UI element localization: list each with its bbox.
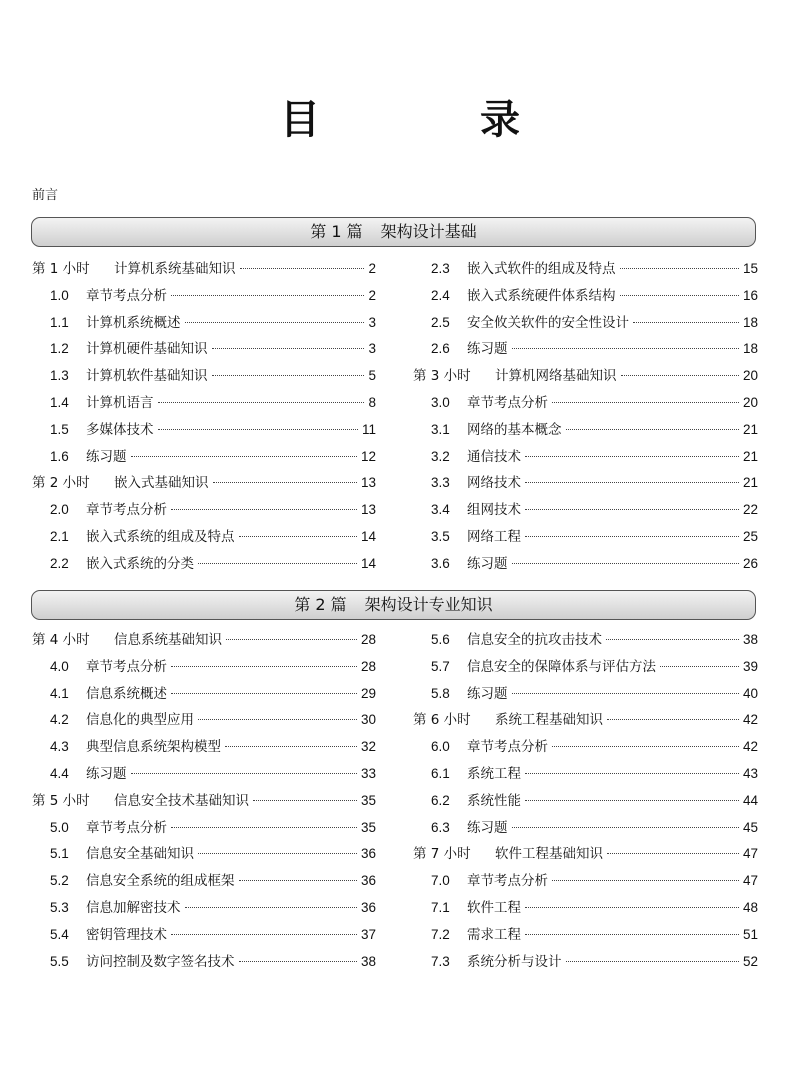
part-1-right-column [413, 257, 758, 579]
entry-title: 练习题 [467, 685, 508, 702]
dot-leader [131, 456, 357, 457]
section-number: 1.1 [50, 314, 69, 330]
section-number: 4.1 [50, 685, 69, 701]
page-number: 37 [360, 926, 376, 942]
page-number: 39 [742, 658, 758, 674]
page-number: 32 [360, 739, 376, 755]
section-number: 1.2 [50, 341, 69, 357]
section-number: 3.0 [431, 394, 450, 410]
toc-section-entry[interactable] [32, 498, 376, 525]
section-number: 2.4 [431, 287, 450, 303]
section-number: 6.0 [431, 739, 450, 755]
chapter-number: 第 5 小时 [32, 792, 90, 809]
entry-title: 计算机系统概述 [86, 314, 181, 331]
entry-title: 计算机软件基础知识 [86, 368, 208, 385]
page-title: 目 录 [280, 96, 580, 143]
section-number: 3.2 [431, 448, 450, 464]
toc-section-entry[interactable] [32, 418, 376, 445]
entry-title: 练习题 [467, 341, 508, 358]
section-number: 6.2 [431, 792, 450, 808]
chapter-number: 第 7 小时 [413, 846, 471, 863]
toc-chapter-entry[interactable] [32, 471, 376, 498]
entry-title: 计算机语言 [86, 394, 154, 411]
entry-title: 软件工程基础知识 [495, 846, 603, 863]
entry-title: 章节考点分析 [86, 819, 167, 836]
preface-entry[interactable]: 前言 [32, 188, 59, 203]
entry-title: 网络工程 [467, 528, 521, 545]
page-number: 28 [360, 658, 376, 674]
section-number: 1.5 [50, 421, 69, 437]
toc-section-entry[interactable] [413, 284, 758, 311]
toc-section-entry[interactable] [32, 391, 376, 418]
page-number: 3 [368, 341, 376, 357]
section-number: 5.8 [431, 685, 450, 701]
toc-section-entry[interactable] [413, 655, 758, 682]
dot-leader [171, 295, 364, 296]
dot-leader [512, 827, 739, 828]
toc-section-entry[interactable] [32, 364, 376, 391]
toc-section-entry[interactable] [413, 337, 758, 364]
page-number: 2 [368, 261, 376, 276]
toc-section-entry[interactable] [32, 311, 376, 338]
section-number: 4.2 [50, 712, 69, 728]
entry-title: 嵌入式系统硬件体系结构 [467, 287, 616, 304]
dot-leader [185, 322, 365, 323]
toc-section-entry[interactable] [32, 337, 376, 364]
page-number: 3 [368, 314, 376, 330]
toc-section-entry[interactable] [413, 257, 758, 284]
page-number: 30 [360, 712, 376, 728]
page-number: 13 [360, 502, 376, 518]
page-number: 38 [360, 953, 376, 969]
page-number: 25 [742, 528, 758, 544]
entry-title: 计算机网络基础知识 [495, 368, 617, 385]
toc-section-entry[interactable] [32, 445, 376, 472]
entry-title: 典型信息系统架构模型 [86, 739, 221, 756]
entry-title: 练习题 [467, 819, 508, 836]
toc-section-entry[interactable] [32, 682, 376, 709]
page-number: 11 [361, 421, 376, 437]
page-number: 5 [368, 368, 376, 384]
entry-title: 嵌入式系统的分类 [86, 555, 194, 572]
page-number: 42 [742, 739, 758, 755]
dot-leader [185, 907, 357, 908]
dot-leader [525, 800, 739, 801]
entry-title: 信息系统基础知识 [114, 632, 222, 648]
page-number: 47 [742, 873, 758, 889]
toc-section-entry[interactable] [413, 789, 758, 816]
page-number: 51 [742, 926, 758, 942]
page-number: 14 [360, 555, 376, 571]
page-number: 18 [742, 341, 758, 357]
toc-chapter-entry[interactable] [413, 708, 758, 735]
toc-section-entry[interactable] [413, 869, 758, 896]
page-number: 35 [360, 819, 376, 835]
page-number: 15 [742, 261, 758, 276]
page-number: 35 [360, 792, 376, 808]
page-number: 36 [360, 873, 376, 889]
entry-title: 访问控制及数字签名技术 [86, 953, 235, 970]
toc-section-entry[interactable] [32, 762, 376, 789]
part-1-banner[interactable] [31, 217, 756, 247]
dot-leader [512, 693, 739, 694]
section-number: 2.0 [50, 502, 69, 518]
dot-leader [171, 934, 357, 935]
section-number: 7.2 [431, 926, 450, 942]
entry-title: 计算机系统基础知识 [114, 261, 236, 277]
toc-section-entry[interactable] [32, 655, 376, 682]
entry-title: 系统分析与设计 [467, 953, 562, 970]
section-number: 5.6 [431, 632, 450, 647]
entry-title: 网络的基本概念 [467, 421, 562, 438]
dot-leader [171, 666, 357, 667]
section-number: 2.1 [50, 528, 69, 544]
entry-title: 多媒体技术 [86, 421, 154, 438]
toc-section-entry[interactable] [413, 628, 758, 655]
toc-section-entry[interactable] [32, 284, 376, 311]
entry-title: 章节考点分析 [86, 287, 167, 304]
page-number: 20 [742, 368, 758, 384]
page-number: 47 [742, 846, 758, 862]
dot-leader [512, 563, 739, 564]
section-number: 2.6 [431, 341, 450, 357]
entry-title: 信息安全的保障体系与评估方法 [467, 658, 656, 675]
entry-title: 信息化的典型应用 [86, 712, 194, 729]
dot-leader [552, 746, 739, 747]
page-number: 44 [742, 792, 758, 808]
toc-section-entry[interactable] [32, 869, 376, 896]
dot-leader [525, 934, 739, 935]
page-number: 28 [360, 632, 376, 647]
part-2-banner[interactable] [31, 590, 756, 620]
dot-leader [240, 268, 365, 269]
dot-leader [226, 639, 357, 640]
dot-leader [552, 880, 739, 881]
dot-leader [525, 456, 739, 457]
page-number: 36 [360, 846, 376, 862]
dot-leader [239, 536, 357, 537]
entry-title: 嵌入式软件的组成及特点 [467, 261, 616, 277]
dot-leader [633, 322, 739, 323]
chapter-number: 第 4 小时 [32, 632, 90, 648]
page-number: 40 [742, 685, 758, 701]
page-number: 8 [368, 394, 376, 410]
section-number: 3.3 [431, 475, 450, 491]
entry-title: 需求工程 [467, 926, 521, 943]
section-number: 2.3 [431, 261, 450, 276]
page-number: 52 [742, 953, 758, 969]
section-number: 2.5 [431, 314, 450, 330]
toc-section-entry[interactable] [32, 816, 376, 843]
dot-leader [212, 348, 365, 349]
entry-title: 章节考点分析 [467, 739, 548, 756]
toc-section-entry[interactable] [32, 735, 376, 762]
part-title: 架构设计专业知识 [364, 595, 493, 614]
part-title: 架构设计基础 [380, 222, 477, 241]
dot-leader [212, 375, 365, 376]
toc-section-entry[interactable] [32, 708, 376, 735]
entry-title: 信息安全基础知识 [86, 846, 194, 863]
section-number: 5.1 [50, 846, 69, 862]
chapter-number: 第 1 小时 [32, 261, 90, 277]
section-number: 2.2 [50, 555, 69, 571]
toc-section-entry[interactable] [413, 762, 758, 789]
section-number: 7.1 [431, 899, 450, 915]
page-number: 21 [742, 421, 758, 437]
entry-title: 通信技术 [467, 448, 521, 465]
dot-leader [171, 827, 357, 828]
page-number: 12 [360, 448, 376, 464]
dot-leader [525, 536, 739, 537]
section-number: 3.5 [431, 528, 450, 544]
section-number: 4.0 [50, 658, 69, 674]
entry-title: 组网技术 [467, 502, 521, 519]
entry-title: 信息安全系统的组成框架 [86, 873, 235, 890]
section-number: 4.3 [50, 739, 69, 755]
toc-section-entry[interactable] [413, 923, 758, 950]
entry-title: 软件工程 [467, 899, 521, 916]
toc-chapter-entry[interactable] [413, 364, 758, 391]
part-number: 第 1 篇 [310, 222, 363, 241]
entry-title: 练习题 [86, 448, 127, 465]
entry-title: 密钥管理技术 [86, 926, 167, 943]
page-number: 43 [742, 765, 758, 781]
part-2-right-column [413, 628, 758, 976]
dot-leader [171, 509, 357, 510]
dot-leader [171, 693, 357, 694]
page-number: 2 [368, 287, 376, 303]
dot-leader [198, 563, 357, 564]
entry-title: 信息系统概述 [86, 685, 167, 702]
toc-section-entry[interactable] [413, 682, 758, 709]
toc-section-entry[interactable] [413, 896, 758, 923]
section-number: 5.2 [50, 873, 69, 889]
entry-title: 信息安全的抗攻击技术 [467, 632, 602, 648]
section-number: 5.4 [50, 926, 69, 942]
toc-chapter-entry[interactable] [413, 842, 758, 869]
page-number: 33 [360, 765, 376, 781]
entry-title: 练习题 [86, 765, 127, 782]
section-number: 3.4 [431, 502, 450, 518]
section-number: 1.4 [50, 394, 69, 410]
dot-leader [253, 800, 357, 801]
part-2-left-column [32, 628, 376, 976]
entry-title: 计算机硬件基础知识 [86, 341, 208, 358]
entry-title: 系统工程基础知识 [495, 712, 603, 729]
page-number: 20 [742, 394, 758, 410]
toc-section-entry[interactable] [32, 950, 376, 977]
dot-leader [213, 482, 357, 483]
section-number: 4.4 [50, 765, 69, 781]
section-number: 5.5 [50, 953, 69, 969]
toc-section-entry[interactable] [32, 896, 376, 923]
section-number: 3.1 [431, 421, 450, 437]
entry-title: 安全攸关软件的安全性设计 [467, 314, 629, 331]
dot-leader [621, 375, 739, 376]
section-number: 5.3 [50, 899, 69, 915]
section-number: 6.3 [431, 819, 450, 835]
dot-leader [225, 746, 357, 747]
section-number: 1.6 [50, 448, 69, 464]
section-number: 6.1 [431, 765, 450, 781]
page-number: 16 [742, 287, 758, 303]
toc-section-entry[interactable] [32, 842, 376, 869]
section-number: 7.3 [431, 953, 450, 969]
dot-leader [158, 402, 365, 403]
toc-section-entry[interactable] [32, 525, 376, 552]
dot-leader [606, 639, 739, 640]
page-number: 38 [742, 632, 758, 647]
chapter-number: 第 3 小时 [413, 368, 471, 385]
entry-title: 章节考点分析 [86, 658, 167, 675]
dot-leader [131, 773, 357, 774]
section-number: 1.0 [50, 287, 69, 303]
page-number: 26 [742, 555, 758, 571]
dot-leader [525, 773, 739, 774]
entry-title: 章节考点分析 [467, 873, 548, 890]
toc-section-entry[interactable] [413, 950, 758, 977]
page-number: 22 [742, 502, 758, 518]
dot-leader [620, 268, 739, 269]
dot-leader [525, 509, 739, 510]
section-number: 7.0 [431, 873, 450, 889]
entry-title: 章节考点分析 [467, 394, 548, 411]
section-number: 5.7 [431, 658, 450, 674]
dot-leader [198, 853, 357, 854]
entry-title: 练习题 [467, 555, 508, 572]
dot-leader [239, 880, 357, 881]
part-1-left-column [32, 257, 376, 579]
entry-title: 嵌入式基础知识 [114, 475, 209, 492]
toc-section-entry[interactable] [413, 311, 758, 338]
chapter-number: 第 6 小时 [413, 712, 471, 729]
toc-section-entry[interactable] [32, 923, 376, 950]
dot-leader [525, 482, 739, 483]
dot-leader [239, 961, 357, 962]
page-number: 21 [742, 475, 758, 491]
toc-section-entry[interactable] [413, 552, 758, 579]
section-number: 1.3 [50, 368, 69, 384]
section-number: 5.0 [50, 819, 69, 835]
toc-section-entry[interactable] [413, 418, 758, 445]
page-number: 29 [360, 685, 376, 701]
page-number: 42 [742, 712, 758, 728]
entry-title: 信息安全技术基础知识 [114, 792, 249, 809]
toc-section-entry[interactable] [413, 735, 758, 762]
dot-leader [158, 429, 358, 430]
toc-chapter-entry[interactable] [32, 628, 376, 655]
entry-title: 嵌入式系统的组成及特点 [86, 528, 235, 545]
toc-section-entry[interactable] [32, 552, 376, 579]
dot-leader [620, 295, 739, 296]
page-number: 14 [360, 528, 376, 544]
dot-leader [552, 402, 739, 403]
toc-chapter-entry[interactable] [32, 257, 376, 284]
dot-leader [566, 429, 739, 430]
entry-title: 章节考点分析 [86, 502, 167, 519]
dot-leader [525, 907, 739, 908]
toc-section-entry[interactable] [413, 816, 758, 843]
entry-title: 网络技术 [467, 475, 521, 492]
page-number: 48 [742, 899, 758, 915]
part-number: 第 2 篇 [294, 595, 347, 614]
toc-section-entry[interactable] [413, 391, 758, 418]
toc-section-entry[interactable] [413, 471, 758, 498]
toc-section-entry[interactable] [413, 445, 758, 472]
dot-leader [198, 719, 357, 720]
dot-leader [512, 348, 739, 349]
dot-leader [607, 719, 739, 720]
page-number: 45 [742, 819, 758, 835]
toc-section-entry[interactable] [413, 498, 758, 525]
chapter-number: 第 2 小时 [32, 475, 90, 492]
dot-leader [566, 961, 739, 962]
page-number: 36 [360, 899, 376, 915]
page-number: 21 [742, 448, 758, 464]
entry-title: 信息加解密技术 [86, 899, 181, 916]
page-number: 13 [360, 475, 376, 491]
section-number: 3.6 [431, 555, 450, 571]
toc-chapter-entry[interactable] [32, 789, 376, 816]
dot-leader [607, 853, 739, 854]
toc-section-entry[interactable] [413, 525, 758, 552]
entry-title: 系统工程 [467, 765, 521, 782]
page-number: 18 [742, 314, 758, 330]
entry-title: 系统性能 [467, 792, 521, 809]
dot-leader [660, 666, 739, 667]
